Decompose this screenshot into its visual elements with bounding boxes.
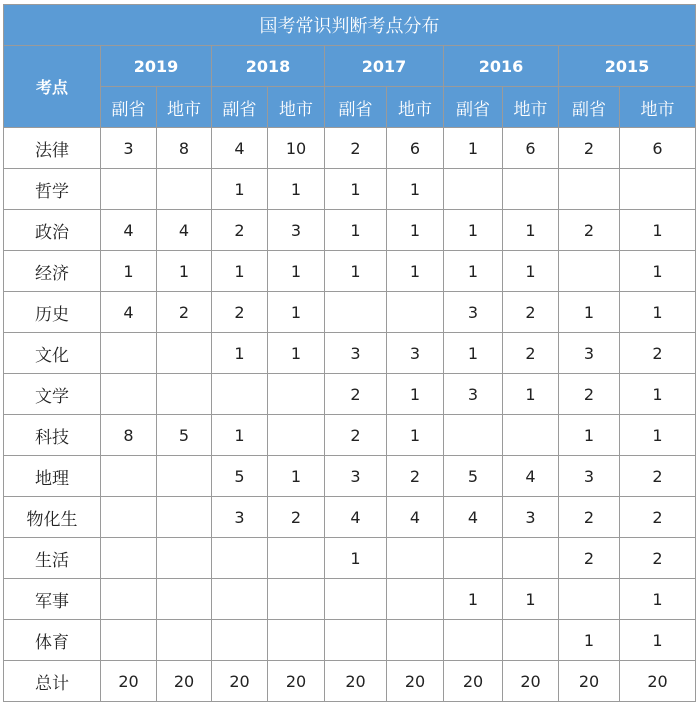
table-cell [157,374,212,415]
table-cell: 2 [503,333,559,374]
table-cell: 2 [325,415,387,456]
table-cell: 1 [387,169,444,210]
row-category: 文学 [4,374,101,415]
table-cell: 1 [268,333,325,374]
table-cell: 2 [157,292,212,333]
table-cell [559,169,620,210]
table-cell: 4 [444,497,503,538]
table-cell: 8 [101,415,157,456]
table-cell [503,415,559,456]
table-row [4,497,696,538]
table-cell [212,579,268,620]
row-category: 科技 [4,415,101,456]
table-row [4,128,696,169]
table-cell: 2 [559,128,620,169]
table-cell [101,538,157,579]
table-cell: 2 [559,497,620,538]
table-cell [157,538,212,579]
table-cell: 1 [444,579,503,620]
table-cell [157,497,212,538]
table-cell [268,538,325,579]
sub-header: 副省 [212,87,268,128]
sub-header: 地市 [268,87,325,128]
table-cell: 3 [559,333,620,374]
sub-header-row [4,87,696,128]
row-category: 法律 [4,128,101,169]
row-category: 总计 [4,661,101,702]
table-cell [503,169,559,210]
table-cell [387,620,444,661]
table-cell: 1 [559,292,620,333]
table-cell: 1 [325,538,387,579]
table-cell [101,169,157,210]
table-cell: 2 [559,374,620,415]
table-cell: 3 [503,497,559,538]
table-cell: 3 [212,497,268,538]
table-cell [157,620,212,661]
table-cell: 1 [620,251,696,292]
table-cell: 1 [503,579,559,620]
table-cell [212,374,268,415]
table-cell: 1 [157,251,212,292]
table-cell: 6 [387,128,444,169]
row-category: 文化 [4,333,101,374]
table-cell: 20 [212,661,268,702]
sub-header: 地市 [157,87,212,128]
row-category: 地理 [4,456,101,497]
year-header: 2015 [559,46,696,87]
table-cell [325,579,387,620]
table-cell: 1 [268,169,325,210]
table-cell [212,538,268,579]
table-cell: 1 [212,415,268,456]
table-body [4,128,696,702]
table-cell: 1 [212,169,268,210]
table-cell [444,620,503,661]
table-cell: 2 [325,128,387,169]
table-cell [101,333,157,374]
topic-distribution-table [3,4,696,702]
table-cell: 2 [620,497,696,538]
table-cell: 1 [620,292,696,333]
table-cell: 20 [559,661,620,702]
table-cell: 1 [325,169,387,210]
table-cell: 2 [387,456,444,497]
table-cell: 3 [268,210,325,251]
table-cell: 1 [444,210,503,251]
table-cell: 2 [325,374,387,415]
table-cell [620,169,696,210]
year-header-row [4,46,696,87]
table-cell: 1 [620,415,696,456]
row-category: 体育 [4,620,101,661]
table-cell: 5 [212,456,268,497]
table-cell [503,538,559,579]
table-cell: 1 [101,251,157,292]
sub-header: 地市 [620,87,696,128]
table-cell: 3 [101,128,157,169]
table-cell: 2 [268,497,325,538]
table-cell: 2 [212,210,268,251]
table-cell [101,456,157,497]
table-cell: 3 [325,333,387,374]
table-cell: 4 [325,497,387,538]
table-cell: 20 [101,661,157,702]
table-cell [503,620,559,661]
table-cell: 1 [325,210,387,251]
table-cell: 1 [268,251,325,292]
table-cell [101,374,157,415]
table-row [4,169,696,210]
table-cell [157,169,212,210]
table-cell: 2 [503,292,559,333]
row-category: 经济 [4,251,101,292]
table-cell: 1 [325,251,387,292]
table-title: 国考常识判断考点分布 [4,5,696,46]
table-container [3,4,695,702]
table-cell: 1 [268,456,325,497]
row-category: 物化生 [4,497,101,538]
table-cell [268,620,325,661]
table-row [4,374,696,415]
table-cell: 20 [387,661,444,702]
table-cell: 4 [503,456,559,497]
table-cell: 1 [268,292,325,333]
table-cell [559,579,620,620]
table-cell [268,579,325,620]
table-cell: 1 [444,251,503,292]
year-header: 2016 [444,46,559,87]
table-cell: 1 [620,620,696,661]
table-cell: 1 [503,374,559,415]
table-cell [268,415,325,456]
table-cell: 2 [620,456,696,497]
table-cell [101,620,157,661]
table-cell: 20 [620,661,696,702]
table-row [4,251,696,292]
row-category: 政治 [4,210,101,251]
table-cell [101,579,157,620]
row-category: 哲学 [4,169,101,210]
table-cell: 2 [559,538,620,579]
table-cell [157,456,212,497]
table-cell: 8 [157,128,212,169]
table-row [4,620,696,661]
table-cell: 1 [387,374,444,415]
table-cell: 1 [559,415,620,456]
table-cell: 4 [101,210,157,251]
table-cell: 1 [503,210,559,251]
table-row [4,415,696,456]
table-cell [444,538,503,579]
table-cell: 1 [620,210,696,251]
table-cell: 3 [387,333,444,374]
sub-header: 副省 [444,87,503,128]
table-cell [444,169,503,210]
table-cell [325,620,387,661]
table-cell: 5 [157,415,212,456]
table-cell: 1 [212,333,268,374]
table-cell [157,579,212,620]
table-cell: 1 [387,251,444,292]
row-category: 生活 [4,538,101,579]
table-cell: 4 [157,210,212,251]
table-cell [387,538,444,579]
table-cell: 20 [157,661,212,702]
table-cell: 1 [444,333,503,374]
table-cell: 2 [212,292,268,333]
sub-header: 地市 [503,87,559,128]
table-cell: 4 [212,128,268,169]
table-cell: 3 [559,456,620,497]
table-cell [444,415,503,456]
table-cell: 4 [101,292,157,333]
table-cell: 1 [212,251,268,292]
table-cell: 20 [268,661,325,702]
table-cell: 5 [444,456,503,497]
table-cell: 2 [620,333,696,374]
table-row [4,538,696,579]
sub-header: 副省 [325,87,387,128]
table-cell: 1 [620,579,696,620]
table-row [4,579,696,620]
table-cell: 4 [387,497,444,538]
table-cell: 20 [503,661,559,702]
table-cell: 3 [444,374,503,415]
table-cell: 1 [444,128,503,169]
table-row [4,661,696,702]
table-cell: 2 [620,538,696,579]
table-row [4,210,696,251]
sub-header: 副省 [101,87,157,128]
table-cell: 1 [387,415,444,456]
row-category: 军事 [4,579,101,620]
title-row [4,5,696,46]
table-cell: 20 [325,661,387,702]
table-cell [387,292,444,333]
table-cell: 2 [559,210,620,251]
table-cell [157,333,212,374]
table-cell: 1 [620,374,696,415]
table-cell: 20 [444,661,503,702]
table-cell: 10 [268,128,325,169]
table-cell: 3 [444,292,503,333]
table-cell [212,620,268,661]
table-cell: 1 [503,251,559,292]
table-row [4,456,696,497]
table-cell [268,374,325,415]
table-cell: 6 [620,128,696,169]
table-row [4,292,696,333]
row-category: 历史 [4,292,101,333]
table-cell: 1 [387,210,444,251]
sub-header: 副省 [559,87,620,128]
table-cell: 6 [503,128,559,169]
table-cell [101,497,157,538]
table-cell [387,579,444,620]
table-cell [559,251,620,292]
year-header: 2019 [101,46,212,87]
table-row [4,333,696,374]
table-cell [325,292,387,333]
sub-header: 地市 [387,87,444,128]
corner-header: 考点 [4,46,101,128]
year-header: 2018 [212,46,325,87]
table-cell: 3 [325,456,387,497]
table-cell: 1 [559,620,620,661]
year-header: 2017 [325,46,444,87]
